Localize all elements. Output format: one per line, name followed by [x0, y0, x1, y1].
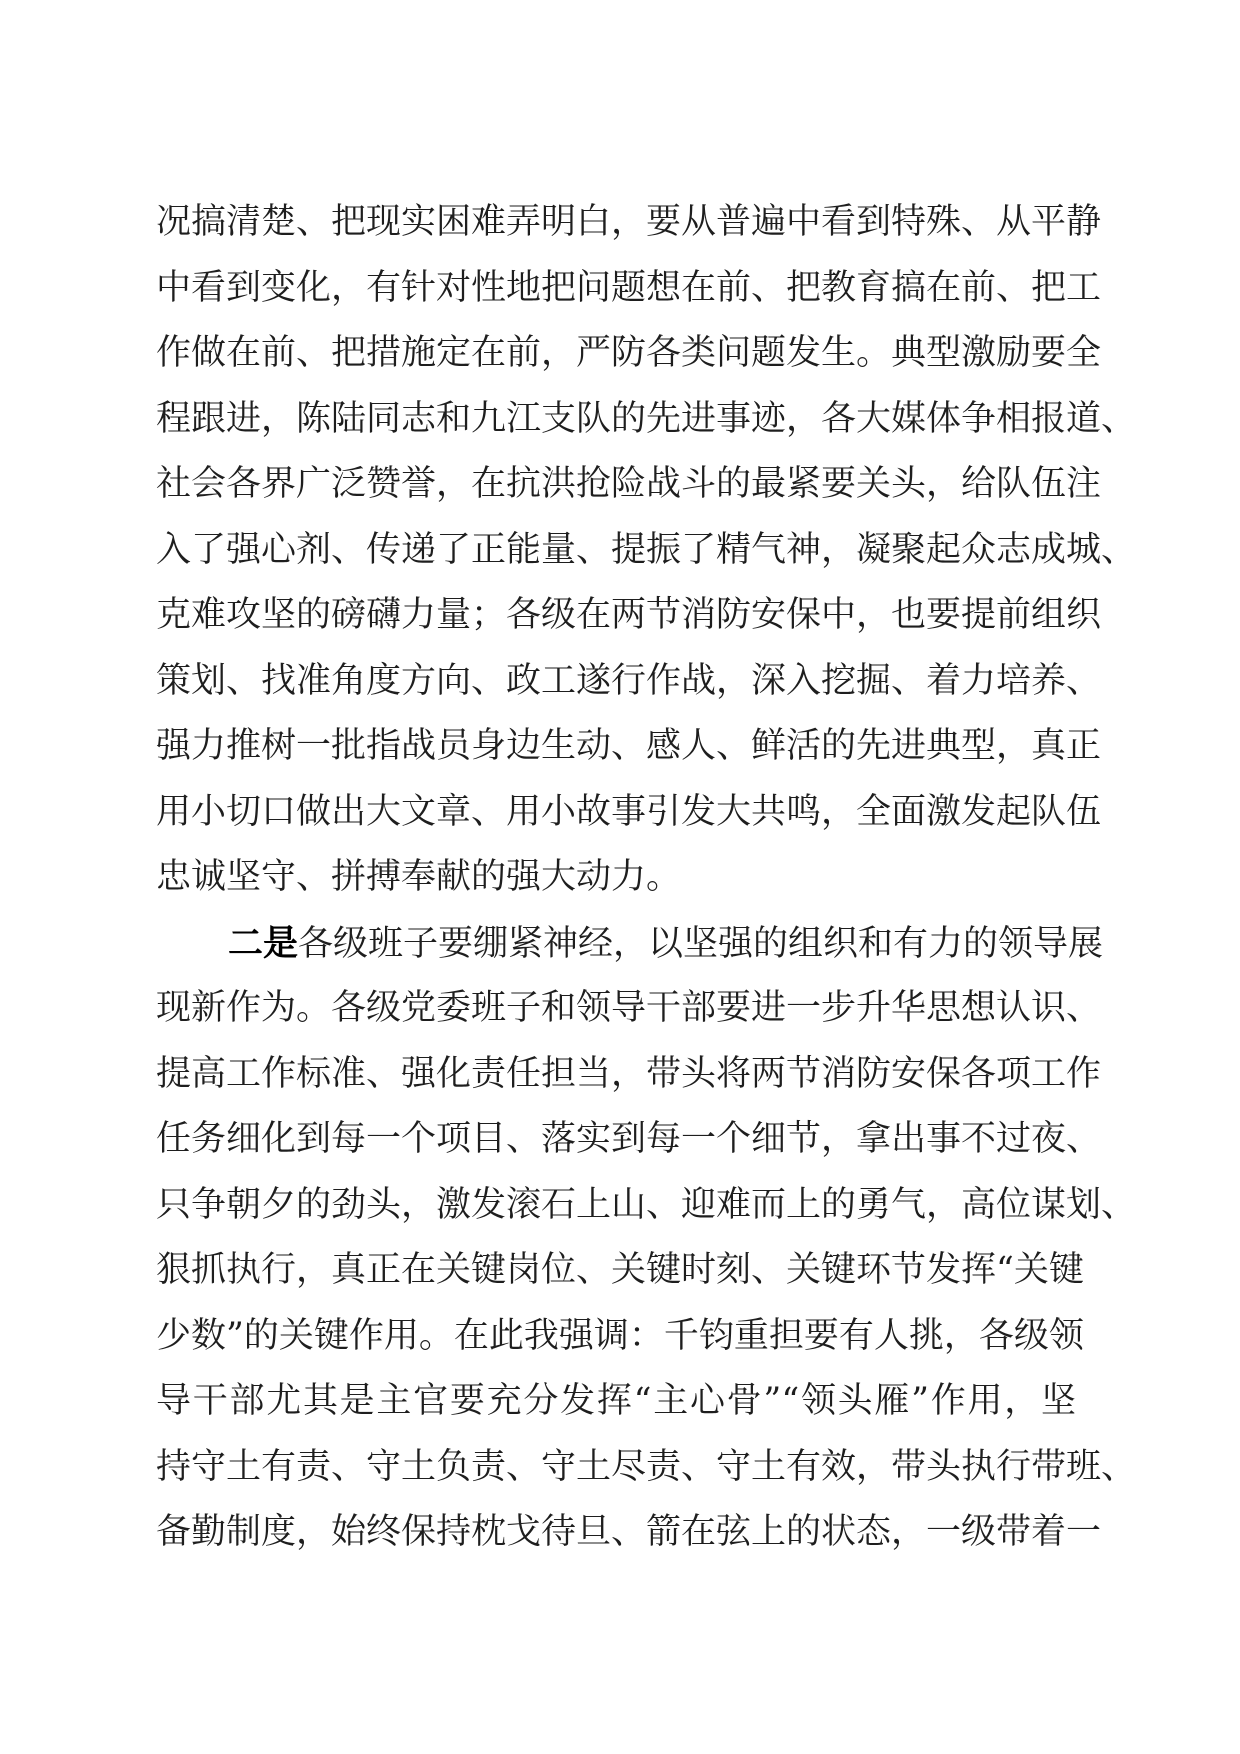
- paragraph-line: 现新作为。各级党委班子和领导干部要进一步升华思想认识、: [156, 988, 1102, 1028]
- paragraph-line: 提高工作标准、强化责任担当，带头将两节消防安保各项工作: [156, 1053, 1102, 1094]
- paragraph-line: 程跟进，陈陆同志和九江支队的先进事迹，各大媒体争相报道、: [156, 398, 1137, 439]
- paragraph-line: 备勤制度，始终保持枕戈待旦、箭在弦上的状态，一级带着一: [156, 1512, 1102, 1552]
- paragraph-line: 用小切口做出大文章、用小故事引发大共鸣，全面激发起队伍: [156, 791, 1102, 832]
- paragraph-line-rest: 各级班子要绷紧神经，以坚强的组织和有力的领导展: [298, 923, 1104, 964]
- paragraph-line: 作做在前、把措施定在前，严防各类问题发生。典型激励要全: [156, 333, 1102, 373]
- paragraph-line: 况搞清楚、把现实困难弄明白，要从普遍中看到特殊、从平静: [156, 202, 1102, 242]
- paragraph-line: 社会各界广泛赞誉，在抗洪抢险战斗的最紧要关头，给队伍注: [156, 464, 1102, 504]
- paragraph-line: 持守土有责、守土负责、守土尽责、守土有效，带头执行带班、: [156, 1446, 1137, 1487]
- paragraph-line: 入了强心剂、传递了正能量、提振了精气神，凝聚起众志成城、: [156, 529, 1137, 570]
- paragraph-lead-label: 二是: [228, 922, 299, 964]
- paragraph-2: [156, 911, 1137, 1566]
- paragraph-line: 中看到变化，有针对性地把问题想在前、把教育搞在前、把工: [156, 267, 1102, 308]
- paragraph-first-line: [156, 911, 1104, 977]
- paragraph-line: 少数”的关键作用。在此我强调：千钧重担要有人挑，各级领: [156, 1315, 1084, 1356]
- paragraph-line: 克难攻坚的磅礴力量；各级在两节消防安保中，也要提前组织: [156, 595, 1102, 635]
- paragraph-line: 只争朝夕的劲头，激发滚石上山、迎难而上的勇气，高位谋划、: [156, 1184, 1137, 1225]
- paragraph-line: 强力推树一批指战员身边生动、感人、鲜活的先进典型，真正: [156, 726, 1102, 766]
- paragraph-1: [156, 190, 1137, 911]
- paragraph-line: 忠诚坚守、拼搏奉献的强大动力。: [156, 857, 682, 897]
- paragraph-line: 策划、找准角度方向、政工遂行作战，深入挖掘、着力培养、: [156, 660, 1102, 701]
- body-text: [156, 190, 1137, 1566]
- paragraph-line: 任务细化到每一个项目、落实到每一个细节，拿出事不过夜、: [156, 1119, 1102, 1159]
- paragraph-line: 狠抓执行，真正在关键岗位、关键时刻、关键环节发挥“关键: [156, 1250, 1084, 1290]
- paragraph-line: 导干部尤其是主官要充分发挥“主心骨”“领头雁”作用，坚: [156, 1381, 1076, 1421]
